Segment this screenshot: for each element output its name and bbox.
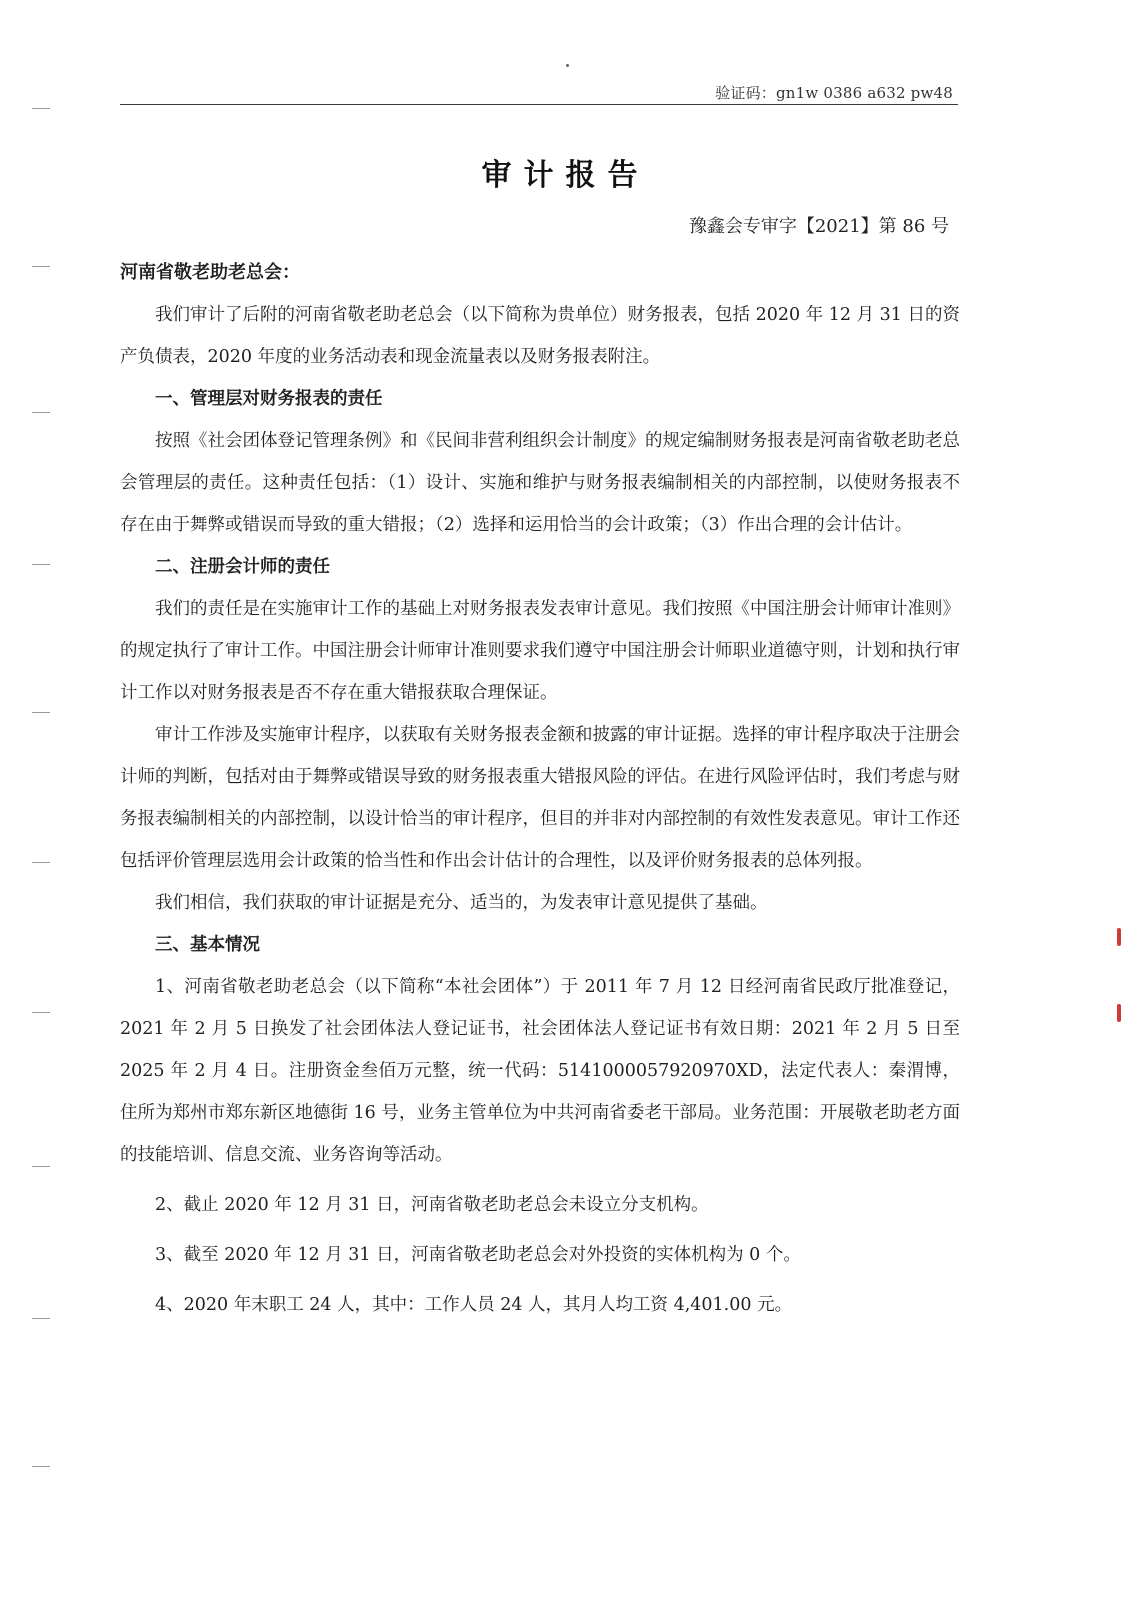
section-heading-3: 三、基本情况 [155,935,260,955]
basic-info-item-1: 1、河南省敬老助老总会（以下简称“本社会团体”）于 2011 年 7 月 12 日经河南省民政厅批准登记，2021 年 2 月 5 日换发了社会团体法人登记证书，社会团体法人登记证书有效日期：2021 年 2 月 5 日至 2025 年 2 月 4 日。注册资金叁佰万元整，统一代码：5141000057920970XD，法定代表人：秦渭博，住所为郑州市郑东新区地德街 16 号，业务主管单位为中共河南省委老干部局。业务范围：开展敬老助老方面的技能培训、信息交流、业务咨询等活动。 [120,977,960,1165]
scan-edge-mark [32,1012,50,1013]
basic-info-item-2: 2、截止 2020 年 12 月 31 日，河南省敬老助老总会未设立分支机构。 [155,1195,709,1215]
scan-red-mark [1117,1004,1121,1022]
section-heading-1: 一、管理层对财务报表的责任 [155,389,383,409]
scan-edge-mark [32,1466,50,1467]
basic-info-item-4: 4、2020 年末职工 24 人，其中：工作人员 24 人，其月人均工资 4,401.00 元。 [155,1295,793,1315]
scan-edge-mark [32,712,50,713]
scan-edge-mark [32,1318,50,1319]
scan-red-mark [1117,928,1121,946]
report-body [120,252,960,1326]
page-title: 审计报告 [481,158,650,193]
scan-speck [566,64,569,67]
section-heading-2: 二、注册会计师的责任 [155,557,330,577]
document-number: 豫鑫会专审字【2021】第 86 号 [688,216,949,237]
scan-edge-mark [32,1166,50,1167]
scan-edge-mark [32,412,50,413]
scan-edge-mark [32,564,50,565]
scan-edge-mark [32,862,50,863]
scan-edge-mark [32,108,50,109]
intro-paragraph: 我们审计了后附的河南省敬老助老总会（以下简称为贵单位）财务报表，包括 2020 年 12 月 31 日的资产负债表，2020 年度的业务活动表和现金流量表以及财务报表附注。 [120,305,960,367]
verification-code: 验证码：gn1w 0386 a632 pw48 [715,84,953,102]
paragraph-audit-evidence: 我们相信，我们获取的审计证据是充分、适当的，为发表审计意见提供了基础。 [155,893,768,913]
addressee: 河南省敬老助老总会： [120,262,300,283]
paragraph-auditor-responsibility: 我们的责任是在实施审计工作的基础上对财务报表发表审计意见。我们按照《中国注册会计师审计准则》的规定执行了审计工作。中国注册会计师审计准则要求我们遵守中国注册会计师职业道德守则，计划和执行审计工作以对财务报表是否不存在重大错报获取合理保证。 [120,599,960,703]
basic-info-item-3: 3、截至 2020 年 12 月 31 日，河南省敬老助老总会对外投资的实体机构为 0 个。 [155,1245,801,1265]
scan-edge-mark [32,266,50,267]
paragraph-audit-procedures: 审计工作涉及实施审计程序，以获取有关财务报表金额和披露的审计证据。选择的审计程序取决于注册会计师的判断，包括对由于舞弊或错误导致的财务报表重大错报风险的评估。在进行风险评估时，我们考虑与财务报表编制相关的内部控制，以设计恰当的审计程序，但目的并非对内部控制的有效性发表意见。审计工作还包括评价管理层选用会计政策的恰当性和作出会计估计的合理性，以及评价财务报表的总体列报。 [120,725,960,871]
paragraph-management-responsibility: 按照《社会团体登记管理条例》和《民间非营利组织会计制度》的规定编制财务报表是河南省敬老助老总会管理层的责任。这种责任包括：（1）设计、实施和维护与财务报表编制相关的内部控制，以使财务报表不存在由于舞弊或错误而导致的重大错报；（2）选择和运用恰当的会计政策；（3）作出合理的会计估计。 [120,431,960,535]
header-rule [120,104,958,105]
